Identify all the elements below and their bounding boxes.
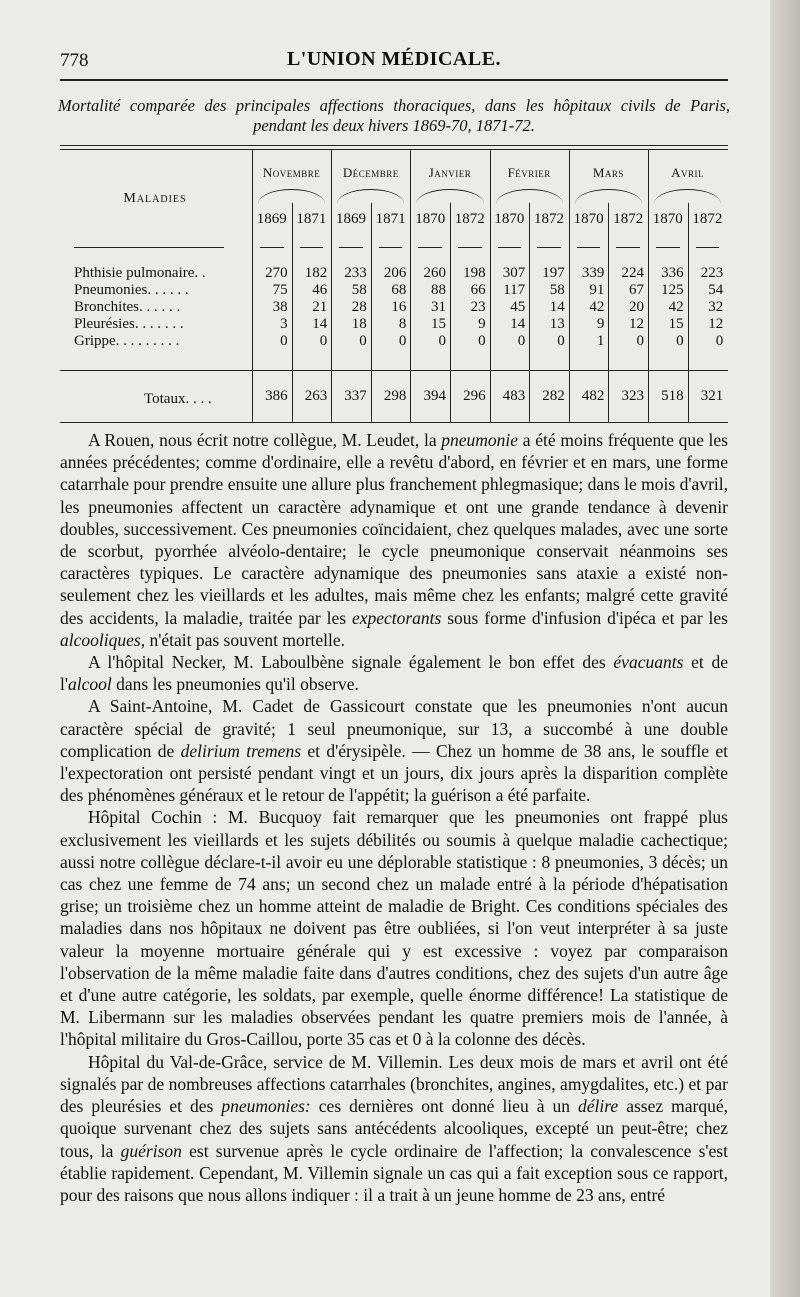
table-cell: 182 (304, 265, 328, 281)
month-brace (337, 189, 404, 204)
header-dash (537, 247, 561, 248)
header-dash (379, 247, 403, 248)
table-cell: 0 (517, 333, 526, 349)
table-cell: 58 (351, 282, 367, 298)
header-rule (60, 79, 728, 81)
mortality-table (60, 145, 728, 425)
year-header: 1872 (692, 211, 723, 227)
table-cell: 15 (668, 316, 684, 332)
year-header: 1870 (415, 211, 446, 227)
paragraph-saint-antoine: A Saint-Antoine, M. Cadet de Gassicourt constate que les pneumonies n'ont aucun caractère spécial de gravité; 1 seul pneumonique, sur 13, a succombé à une double complication de delirium tremens et d'érysipèle. — Chez un homme de 38 ans, le souffle et l'expectoration ont persisté pendant vingt et un jours, dix jours après la disparition complète des phénomènes généraux et le retour de l'appétit; la guérison a été parfaite. (60, 696, 729, 806)
paragraph-rouen: A Rouen, nous écrit notre collègue, M. Leudet, la pneumonie a été moins fréquente que les années précédentes; comme d'ordinaire, elle a revêtu d'abord, en février et en mars, une forme catarrhale pour prendre ensuite une allure plus franchement phlegmasique; dans le mois d'avril, les pneumonies affectent un caractère adynamique et ont une grande tendance à devenir doubles, successivement. Ces pneumonies coïncidaient, chez quelques malades, avec une sorte de scorbut, pyorrhée alvéolo-dentaire; le cycle pneumonique conservait néanmoins ses caractères typiques. Le caractère adynamique des pneumonies sans ataxie a existé non-seulement chez les vieillards et les adultes, mais même chez les enfants; malgré cette gravité des accidents, la maladie, traitée par les expectorants sous forme d'infusion d'ipéca et par les alcooliques, n'était pas souvent mortelle. (60, 430, 728, 650)
table-cell: 15 (430, 316, 446, 332)
article-body (60, 429, 728, 1206)
table-cell: 0 (478, 333, 486, 349)
table-cell: 46 (312, 282, 328, 298)
paragraph-val-de-grace: Hôpital du Val-de-Grâce, service de M. Villemin. Les deux mois de mars et avril ont été signalés par de nombreuses affections catarrhales (bronchites, angines, amygdalites, etc.) et par des pleurésies et des pneumonies: ces dernières ont donné lieu à un délire assez marqué, quoique survenant chez des sujets sans antécédents alcooliques, excepté un peut-être; chez tous, la guérison est survenue après le cycle ordinaire de l'affection; la convalescence s'est établie rapidement. Cependant, M. Villemin signale un cas qui a fait exception sous ce rapport, pour des raisons que nous allons indiquer : il a trait à un jeune homme de 23 ans, entré (60, 1051, 728, 1205)
month-brace (258, 189, 325, 204)
total-cell: 298 (383, 388, 407, 404)
year-header: 1870 (652, 211, 683, 227)
row-label: Pleurésies. . . . . . . (74, 316, 184, 332)
table-cell: 13 (549, 316, 565, 332)
year-header: 1869 (335, 211, 366, 227)
table-cell: 223 (700, 265, 724, 281)
header-dash (458, 247, 482, 248)
table-bottom-rule (60, 422, 728, 423)
header-dash (498, 247, 522, 248)
month-brace (654, 189, 721, 204)
journal-title: L'UNION MÉDICALE. (286, 48, 502, 70)
year-header: 1872 (613, 211, 644, 227)
header-dash (577, 247, 601, 248)
total-cell: 296 (463, 388, 486, 404)
month-header: Novembre (262, 165, 321, 180)
row-label: Grippe. . . . . . . . . (74, 333, 180, 349)
header-dash (339, 247, 363, 248)
table-cell: 75 (272, 282, 288, 298)
table-cell: 307 (502, 265, 526, 281)
total-cell: 482 (581, 388, 605, 404)
table-cell: 45 (510, 299, 526, 315)
table-cell: 270 (265, 265, 288, 281)
row-label: Phthisie pulmonaire. . (74, 265, 206, 281)
table-cell: 0 (557, 333, 565, 349)
table-cell: 336 (661, 265, 684, 281)
table-cell: 8 (398, 316, 407, 332)
month-header: Janvier (428, 165, 472, 180)
paragraph-cochin: Hôpital Cochin : M. Bucquoy fait remarquer que les pneumonies ont frappé plus exclusivement les vieillards et les sujets débilités ou soumis à quelque maladie cachectique; aussi notre collègue déclare-t-il avoir eu une déplorable statistique : 8 pneumonies, 3 décès; un cas chez une femme de 74 ans; un second chez un malade entré à la période d'hépatisation grise; un troisième chez un homme atteint de maladie de Bright. Ces conditions spéciales des maladies dans nos hôpitaux ne doivent pas être oubliées, si l'on veut interpréter à sa juste valeur la moyenne mortuaire générale qui y est excessive : voyez par comparaison l'observation de la même maladie faite dans d'autres conditions, chez des sujets d'un autre âge et d'une autre catégorie, les soldats, par exemple, quelle énorme différence! La statistique de M. Libermann sur les maladies observées pendant les quatre premiers mois de l'année, à l'hôpital militaire du Gros-Caillou, porte 35 cas et 0 à la colonne des décès. (60, 807, 728, 1050)
table-cell: 197 (542, 265, 565, 281)
table-cell: 339 (581, 265, 605, 281)
table-cell: 9 (478, 316, 486, 332)
table-top-rule-2 (60, 149, 728, 150)
total-cell: 386 (265, 388, 288, 404)
table-cell: 21 (312, 299, 328, 315)
header-dash (656, 247, 680, 248)
table-cell: 12 (708, 316, 724, 332)
month-brace (416, 189, 483, 204)
table-top-rule (60, 145, 728, 146)
total-cell: 483 (502, 388, 526, 404)
header-dash (696, 247, 720, 248)
table-cell: 0 (359, 333, 367, 349)
month-header: Février (507, 165, 551, 180)
totals-label: Totaux. . . . (144, 391, 212, 407)
table-cell: 198 (463, 265, 486, 281)
table-cell: 31 (430, 299, 446, 315)
table-cell: 42 (668, 299, 684, 315)
month-brace (496, 189, 563, 204)
table-cell: 68 (391, 282, 407, 298)
table-cell: 14 (510, 316, 526, 332)
table-cell: 0 (438, 333, 446, 349)
table-cell: 0 (319, 333, 328, 349)
running-header (60, 46, 728, 76)
total-cell: 282 (542, 388, 565, 404)
row-label: Pneumonies. . . . . . (74, 282, 189, 298)
table-cell: 91 (589, 282, 605, 298)
table-cell: 54 (708, 282, 724, 298)
paragraph-necker: A l'hôpital Necker, M. Laboulbène signale également le bon effet des évacuants et de l'alcool dans les pneumonies qu'il observe. (60, 652, 728, 695)
table-cell: 66 (470, 282, 486, 298)
header-dash (616, 247, 640, 248)
book-spine-shadow (770, 0, 800, 1297)
table-cell: 0 (715, 333, 724, 349)
table-totals-rule (60, 370, 728, 371)
table-cell: 233 (344, 265, 367, 281)
table-cell: 9 (596, 316, 605, 332)
caption-line-2: pendant les deux hivers 1869-70, 1871-72. (253, 116, 535, 135)
table-cell: 14 (312, 316, 328, 332)
total-cell: 323 (621, 388, 644, 404)
row-header-maladies: Maladies (123, 191, 187, 206)
header-dash (74, 247, 224, 248)
table-cell: 125 (661, 282, 684, 298)
table-cell: 1 (596, 333, 605, 349)
table-cell: 3 (280, 316, 288, 332)
table-cell: 67 (628, 282, 644, 298)
caption-line-1: Mortalité comparée des principales affections thoraciques, dans les hôpitaux civils de Paris, (58, 96, 730, 115)
year-header: 1871 (296, 211, 327, 227)
year-header: 1872 (454, 211, 485, 227)
table-cell: 206 (383, 265, 407, 281)
year-header: 1872 (533, 211, 564, 227)
table-cell: 260 (423, 265, 446, 281)
table-cell: 12 (628, 316, 644, 332)
table-cell: 0 (676, 333, 684, 349)
table-cell: 32 (708, 299, 724, 315)
table-cell: 117 (503, 282, 526, 298)
table-cell: 28 (351, 299, 367, 315)
table-cell: 38 (272, 299, 288, 315)
row-label: Bronchites. . . . . . (74, 299, 181, 315)
page-number: 778 (60, 50, 89, 71)
header-dash (260, 247, 284, 248)
table-cell: 88 (430, 282, 446, 298)
table-cell: 0 (280, 333, 288, 349)
month-header: Décembre (342, 165, 399, 180)
table-cell: 58 (549, 282, 565, 298)
table-cell: 224 (621, 265, 644, 281)
table-cell: 0 (398, 333, 407, 349)
month-header: Mars (592, 165, 624, 180)
table-cell: 20 (628, 299, 644, 315)
month-brace (575, 189, 642, 204)
year-header: 1871 (375, 211, 406, 227)
total-cell: 321 (700, 388, 724, 404)
table-caption (58, 96, 730, 136)
table-cell: 42 (589, 299, 605, 315)
table-cell: 14 (549, 299, 565, 315)
total-cell: 394 (423, 388, 446, 404)
table-cell: 18 (351, 316, 367, 332)
table-cell: 23 (470, 299, 486, 315)
year-header: 1870 (494, 211, 525, 227)
table-cell: 0 (636, 333, 644, 349)
month-header: Avril (671, 165, 705, 180)
year-header: 1869 (256, 211, 287, 227)
total-cell: 518 (661, 388, 684, 404)
total-cell: 263 (304, 388, 328, 404)
total-cell: 337 (344, 388, 367, 404)
year-header: 1870 (573, 211, 604, 227)
header-dash (300, 247, 324, 248)
header-dash (418, 247, 442, 248)
table-cell: 16 (391, 299, 407, 315)
